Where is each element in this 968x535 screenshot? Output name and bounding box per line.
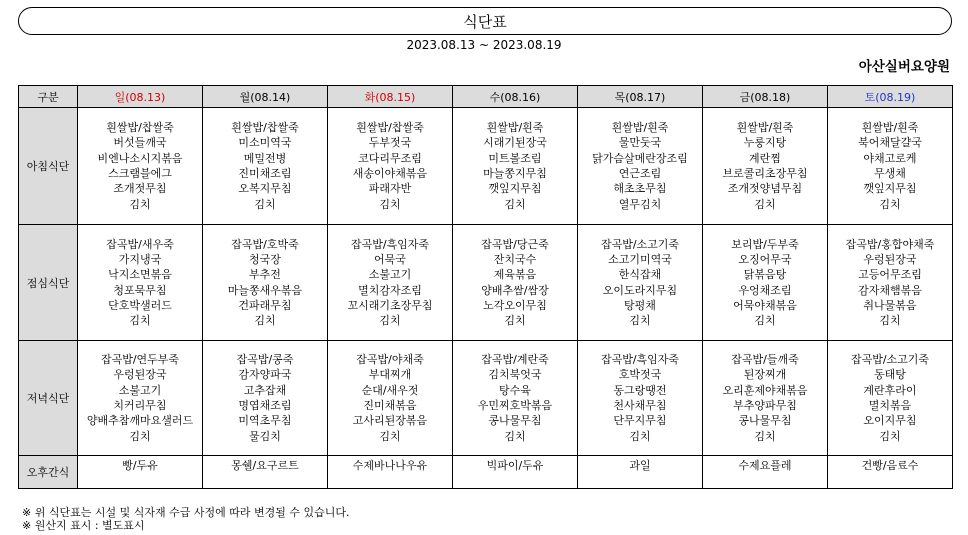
menu-item: 김치 — [129, 197, 151, 211]
menu-cell — [78, 225, 203, 341]
meal-label: 점심식단 — [19, 225, 78, 341]
menu-item: 호박젓국 — [618, 368, 662, 382]
menu-item: 오이도라지무침 — [602, 283, 678, 297]
menu-item: 조개젓무침 — [113, 182, 167, 196]
menu-cell — [78, 341, 203, 456]
menu-cell — [203, 456, 328, 489]
footnote-origin-notice: ※ 원산지 표시 : 별도표시 — [22, 519, 145, 532]
menu-item: 빵/두유 — [122, 459, 158, 472]
menu-item: 흰쌀밥/찹쌀죽 — [106, 121, 174, 135]
menu-item: 된장찌개 — [743, 368, 787, 382]
menu-item: 김치 — [379, 314, 401, 328]
menu-item: 명엽채조림 — [238, 399, 292, 412]
menu-item: 오리훈제야채볶음 — [722, 383, 808, 397]
menu-cell — [828, 341, 953, 456]
menu-item: 잡곡밥/콩죽 — [236, 353, 294, 367]
page-title: 식단표 — [463, 12, 507, 31]
menu-cell — [328, 341, 453, 456]
menu-item: 과일 — [629, 459, 651, 472]
menu-item: 순대/새우젓 — [361, 383, 419, 397]
menu-item: 노각오이무침 — [483, 298, 547, 312]
menu-item: 우렁된장국 — [113, 368, 167, 382]
menu-item: 탕평채 — [624, 298, 656, 312]
menu-item: 치커리무침 — [113, 399, 167, 412]
menu-item: 어묵야채볶음 — [733, 298, 797, 312]
menu-item: 가지냉국 — [118, 252, 162, 266]
menu-item: 김치 — [504, 197, 526, 211]
menu-item: 스크램블에그 — [108, 167, 172, 180]
menu-item: 소불고기 — [368, 268, 412, 282]
menu-item: 고등어무조림 — [858, 268, 922, 282]
menu-item: 낙지소면볶음 — [108, 268, 172, 282]
menu-item: 한식잡채 — [618, 268, 662, 282]
menu-item: 감자채햄볶음 — [858, 283, 922, 297]
meal-label: 저녁식단 — [19, 341, 78, 456]
menu-item: 물만둣국 — [618, 136, 662, 150]
menu-cell — [703, 225, 828, 341]
menu-item: 오복지무침 — [238, 182, 292, 196]
day-header-mon: 월(08.14) — [203, 86, 328, 108]
day-header-fri: 금(08.18) — [703, 86, 828, 108]
menu-cell — [578, 225, 703, 341]
menu-item: 코다리무조림 — [358, 151, 422, 165]
menu-item: 새송이야채볶음 — [352, 167, 428, 180]
menu-item: 메밀전병 — [243, 151, 287, 165]
menu-item: 김치 — [254, 314, 276, 328]
menu-item: 흰쌀밥/찹쌀죽 — [231, 121, 299, 135]
header-row — [19, 86, 953, 108]
meal-plan-table — [18, 85, 953, 489]
menu-cell — [328, 456, 453, 489]
menu-cell — [828, 456, 953, 489]
menu-item: 수제바나나우유 — [352, 459, 428, 472]
menu-cell — [203, 225, 328, 341]
menu-item: 우민찌호박볶음 — [477, 399, 553, 412]
menu-item: 소불고기 — [118, 383, 162, 397]
menu-item: 고추잡채 — [243, 383, 287, 397]
menu-item: 물김치 — [249, 429, 281, 443]
menu-cell — [578, 456, 703, 489]
menu-item: 김치 — [129, 314, 151, 328]
menu-item: 양배추참깨마요샐러드 — [86, 414, 194, 428]
menu-item: 우엉채조림 — [738, 283, 792, 297]
menu-item: 미소미역국 — [238, 136, 292, 150]
menu-cell — [453, 225, 578, 341]
menu-item: 소고기미역국 — [608, 252, 672, 266]
menu-cell — [203, 341, 328, 456]
menu-item: 콩나물무침 — [488, 414, 542, 428]
facility-name: 아산실버요양원 — [858, 59, 950, 75]
day-header-sat: 토(08.19) — [828, 86, 953, 108]
menu-item: 김치 — [754, 429, 776, 443]
menu-item: 잡곡밥/연두부죽 — [100, 353, 180, 367]
menu-item: 양배추쌈/쌈장 — [481, 283, 549, 297]
menu-item: 잡곡밥/소고기죽 — [600, 237, 680, 251]
menu-item: 부추전 — [249, 268, 281, 282]
header-corner: 구분 — [19, 86, 78, 108]
menu-cell — [828, 108, 953, 225]
menu-item: 깻잎지무침 — [488, 182, 542, 196]
menu-item: 흰쌀밥/흰죽 — [486, 121, 544, 135]
menu-item: 잡곡밥/소고기죽 — [850, 353, 930, 367]
menu-item: 부대찌개 — [368, 368, 412, 382]
menu-cell — [703, 108, 828, 225]
menu-cell — [78, 456, 203, 489]
menu-item: 김치 — [754, 197, 776, 211]
menu-item: 콩나물무침 — [738, 414, 792, 428]
day-header-thu: 목(08.17) — [578, 86, 703, 108]
meal-row-lunch — [19, 225, 953, 341]
menu-item: 잡곡밥/홍합야채죽 — [845, 237, 935, 251]
meal-row-snack — [19, 456, 953, 489]
menu-item: 잡곡밥/야채죽 — [356, 353, 424, 367]
menu-item: 브로콜리초장무침 — [722, 167, 808, 180]
menu-item: 멸치감자조림 — [358, 283, 422, 297]
menu-item: 연근조림 — [618, 167, 662, 180]
menu-item: 김치 — [879, 429, 901, 443]
menu-cell — [203, 108, 328, 225]
menu-item: 조개젓양념무침 — [727, 182, 803, 196]
menu-cell — [453, 108, 578, 225]
menu-cell — [703, 341, 828, 456]
menu-item: 흰쌀밥/흰죽 — [736, 121, 794, 135]
menu-cell — [328, 225, 453, 341]
menu-item: 닭볶음탕 — [743, 268, 787, 282]
menu-item: 빅파이/두유 — [486, 459, 544, 472]
menu-item: 김치 — [754, 314, 776, 328]
menu-item: 누룽지탕 — [743, 136, 787, 150]
menu-item: 동태탕 — [874, 368, 906, 382]
menu-item: 파래자반 — [368, 182, 412, 196]
menu-item: 김치 — [254, 197, 276, 211]
footnotes — [22, 506, 349, 532]
menu-item: 취나물볶음 — [863, 298, 917, 312]
menu-item: 북어채달걀국 — [858, 136, 922, 150]
menu-item: 꼬시래기초장무침 — [347, 298, 433, 312]
day-header-wed: 수(08.16) — [453, 86, 578, 108]
menu-cell — [328, 108, 453, 225]
menu-item: 잡곡밥/호박죽 — [231, 237, 299, 251]
menu-item: 흰쌀밥/흰죽 — [861, 121, 919, 135]
menu-item: 비엔나소시지볶음 — [97, 151, 183, 165]
menu-item: 잡곡밥/흑임자죽 — [350, 237, 430, 251]
menu-item: 잡곡밥/당근죽 — [481, 237, 549, 251]
menu-item: 단호박샐러드 — [108, 298, 172, 312]
menu-item: 흰쌀밥/흰죽 — [611, 121, 669, 135]
menu-item: 시래기된장국 — [483, 136, 547, 150]
menu-item: 청포묵무침 — [113, 283, 167, 297]
menu-item: 우렁된장국 — [863, 252, 917, 266]
menu-item: 김치 — [879, 314, 901, 328]
menu-item: 미역초무침 — [238, 414, 292, 428]
menu-cell — [578, 108, 703, 225]
menu-item: 계란찜 — [749, 151, 781, 165]
menu-item: 김치 — [504, 429, 526, 443]
menu-item: 감자양파국 — [238, 368, 292, 382]
menu-cell — [578, 341, 703, 456]
menu-item: 탕수육 — [499, 383, 531, 397]
meal-row-dinner — [19, 341, 953, 456]
menu-item: 잡곡밥/계란죽 — [481, 353, 549, 367]
day-header-sun: 일(08.13) — [78, 86, 203, 108]
menu-item: 마늘쫑새우볶음 — [227, 283, 303, 297]
menu-item: 보리밥/두부죽 — [731, 237, 799, 251]
menu-item: 김치 — [379, 429, 401, 443]
menu-item: 청국장 — [249, 252, 281, 266]
menu-item: 잡곡밥/새우죽 — [106, 237, 174, 251]
menu-item: 천사채무침 — [613, 399, 667, 412]
menu-item: 흰쌀밥/찹쌀죽 — [356, 121, 424, 135]
menu-item: 건파래무침 — [238, 298, 292, 312]
menu-cell — [453, 456, 578, 489]
menu-item: 열무김치 — [618, 197, 662, 211]
menu-cell — [703, 456, 828, 489]
menu-item: 김치 — [879, 197, 901, 211]
menu-item: 김치 — [629, 429, 651, 443]
menu-item: 진미채볶음 — [363, 399, 417, 412]
menu-item: 김치 — [129, 429, 151, 443]
menu-item: 김치북엇국 — [488, 368, 542, 382]
menu-item: 닭가슴살메란장조림 — [592, 151, 688, 165]
menu-item: 미트볼조림 — [488, 151, 542, 165]
menu-cell — [453, 341, 578, 456]
menu-item: 두부젓국 — [368, 136, 412, 150]
menu-item: 오징어무국 — [738, 252, 792, 266]
menu-item: 야채고로케 — [863, 151, 917, 165]
meal-label: 오후간식 — [19, 456, 78, 489]
meal-row-breakfast — [19, 108, 953, 225]
menu-item: 해초초무침 — [613, 182, 667, 196]
menu-item: 멸치볶음 — [868, 399, 912, 412]
menu-item: 단무지무침 — [613, 414, 667, 428]
menu-period: 2023.08.13 ~ 2023.08.19 — [406, 38, 562, 52]
menu-item: 깻잎지무침 — [863, 182, 917, 196]
menu-item: 잡곡밥/들깨죽 — [731, 353, 799, 367]
meal-label: 아침식단 — [19, 108, 78, 225]
menu-item: 잔치국수 — [493, 252, 537, 266]
menu-item: 버섯들깨국 — [113, 136, 167, 150]
menu-item: 김치 — [379, 197, 401, 211]
menu-item: 김치 — [629, 314, 651, 328]
menu-item: 김치 — [504, 314, 526, 328]
menu-item: 계란후라이 — [863, 383, 917, 397]
menu-item: 마늘쫑지무침 — [483, 167, 547, 180]
title-banner — [18, 7, 952, 35]
menu-item: 부추양파무침 — [733, 399, 797, 412]
menu-item: 무생채 — [874, 167, 906, 180]
menu-item: 어묵국 — [374, 252, 406, 266]
menu-item: 건빵/음료수 — [861, 459, 919, 472]
footnote-change-notice: ※ 위 식단표는 시설 및 식자재 수급 사정에 따라 변경될 수 있습니다. — [22, 506, 350, 519]
menu-item: 몽쉘/요구르트 — [231, 459, 299, 472]
menu-item: 잡곡밥/흑임자죽 — [600, 353, 680, 367]
menu-item: 제육볶음 — [493, 268, 537, 282]
menu-item: 오이지무침 — [863, 414, 917, 428]
menu-cell — [78, 108, 203, 225]
menu-item: 고사리된장볶음 — [352, 414, 428, 428]
menu-cell — [828, 225, 953, 341]
menu-item: 수제요플레 — [738, 459, 792, 472]
menu-item: 진미채조림 — [238, 167, 292, 180]
day-header-tue: 화(08.15) — [328, 86, 453, 108]
menu-item: 동그랑땡전 — [613, 383, 667, 397]
